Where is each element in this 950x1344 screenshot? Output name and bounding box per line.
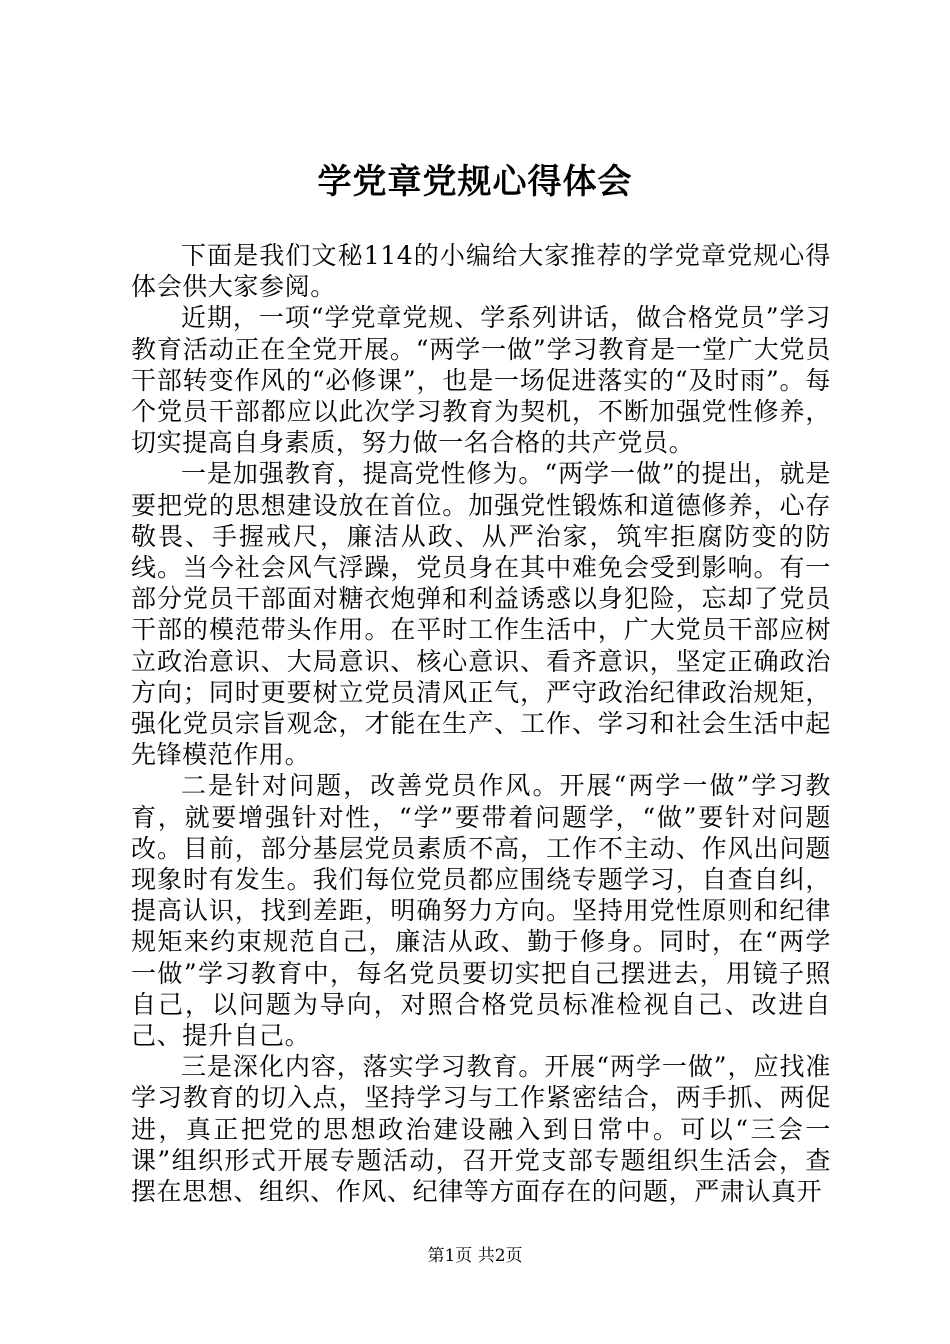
paragraph-point-two: 二是针对问题，改善党员作风。开展“两学一做”学习教育，就要增强针对性，“学”要带着问题学，“做”要针对问题改。目前，部分基层党员素质不高，工作不主动、作风出问题现象时有发生。我们每位党员都应围绕专题学习，自查自纠，提高认识，找到差距，明确努力方向。坚持用党性原则和纪律规矩来约束规范自己，廉洁从政、勤于修身。同时，在“两学一做”学习教育中，每名党员要切实把自己摆进去，用镜子照自己，以问题为导向，对照合格党员标准检视自己、改进自己、提升自己。	[131, 771, 831, 1051]
document-title: 学党章党规心得体会	[317, 162, 633, 202]
paragraph-background: 近期，一项“学党章党规、学系列讲话，做合格党员”学习教育活动正在全党开展。“两学一做”学习教育是一堂广大党员干部转变作风的“必修课”，也是一场促进落实的“及时雨”。每个党员干部都应以此次学习教育为契机，不断加强党性修养，切实提高自身素质，努力做一名合格的共产党员。	[131, 303, 831, 458]
paragraph-intro: 下面是我们文秘114的小编给大家推荐的学党章党规心得体会供大家参阅。	[131, 241, 831, 302]
paragraph-point-one: 一是加强教育，提高党性修为。“两学一做”的提出，就是要把党的思想建设放在首位。加强党性锻炼和道德修养，心存敬畏、手握戒尺，廉洁从政、从严治家，筑牢拒腐防变的防线。当今社会风气浮躁，党员身在其中难免会受到影响。有一部分党员干部面对糖衣炮弹和利益诱惑以身犯险，忘却了党员干部的模范带头作用。在平时工作生活中，广大党员干部应树立政治意识、大局意识、核心意识、看齐意识，坚定正确政治方向；同时更要树立党员清风正气，严守政治纪律政治规矩，强化党员宗旨观念，才能在生产、工作、学习和社会生活中起先锋模范作用。	[131, 459, 831, 770]
page-number-footer: 第1页 共2页	[427, 1246, 523, 1266]
document-body	[131, 240, 831, 1207]
paragraph-point-three: 三是深化内容，落实学习教育。开展“两学一做”，应找准学习教育的切入点，坚持学习与工作紧密结合，两手抓、两促进，真正把党的思想政治建设融入到日常中。可以“三会一课”组织形式开展专题活动，召开党支部专题组织生活会，查摆在思想、组织、作风、纪律等方面存在的问题，严肃认真开	[131, 1052, 831, 1207]
